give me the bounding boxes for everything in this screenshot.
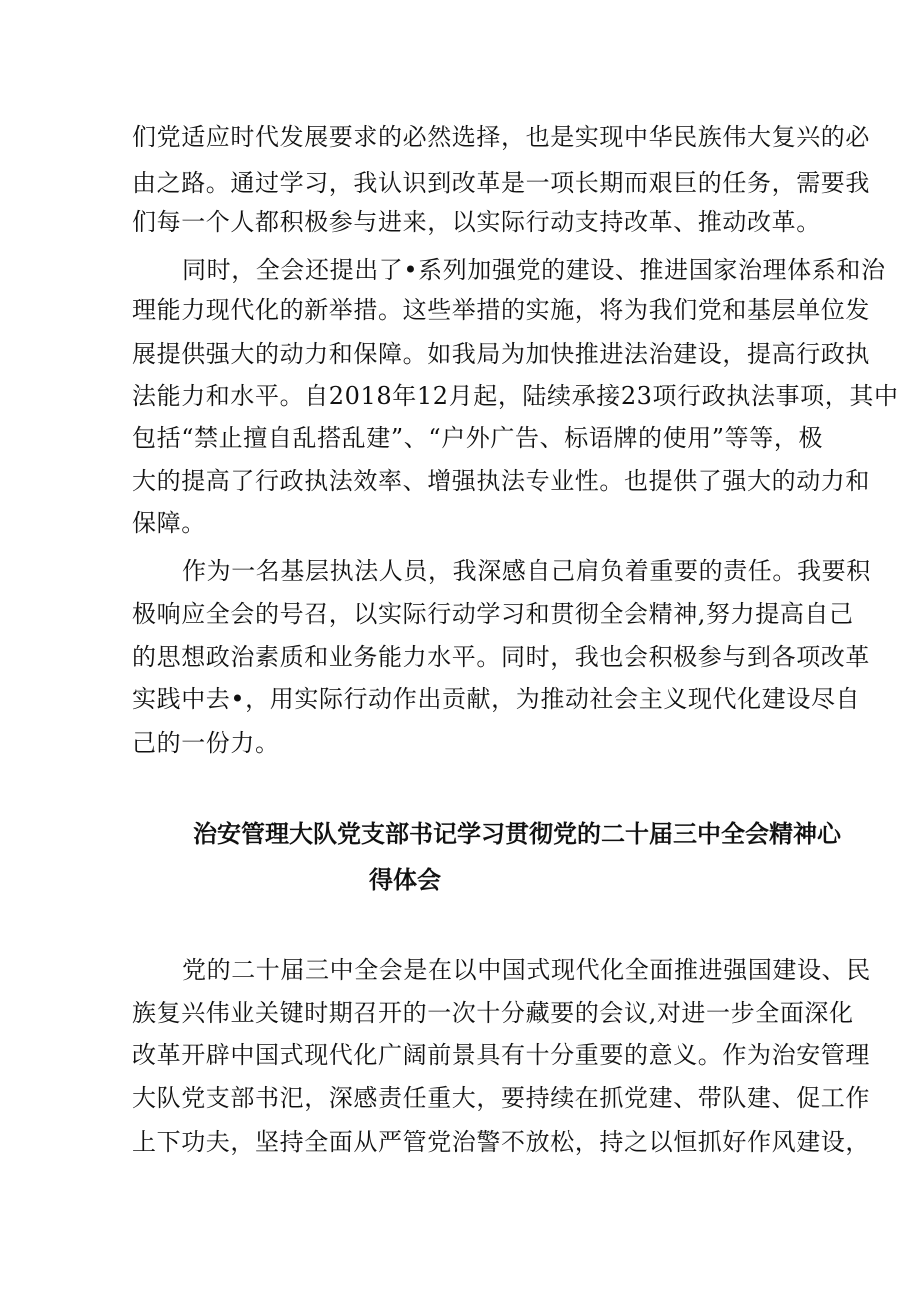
paragraph-1-line-2: 由之路。通过学习，我认识到改革是一项长期而艰巨的任务，需要我 [132, 169, 870, 197]
paragraph-1-line-3: 们每一个人都积极参与进来，以实际行动支持改革、推动改革。 [132, 208, 821, 236]
paragraph-2-line-5: 包括“禁止擅自乱搭乱建”、“户外广告、标语牌的使用”等等，极 [132, 424, 824, 452]
paragraph-4-line-5: 上下功夫，坚持全面从严管党治警不放松，持之以恒抓好作风建设， [132, 1128, 870, 1156]
paragraph-4-line-3: 改革开辟中国式现代化广阔前景具有十分重要的意义。作为治安管理 [132, 1041, 870, 1069]
paragraph-4-line-1: 党的二十届三中全会是在以中国式现代化全面推进强国建设、民 [182, 956, 871, 984]
paragraph-3-line-2: 极响应全会的号召，以实际行动学习和贯彻全会精神,努力提高自己 [132, 600, 854, 628]
paragraph-2-line-2: 理能力现代化的新举措。这些举措的实施，将为我们党和基层单位发 [132, 296, 870, 324]
paragraph-3-line-5: 己的一份力。 [132, 729, 280, 757]
paragraph-4-line-2: 族复兴伟业关键时期召开的一次十分藏要的会议,对进一步全面深化 [132, 999, 854, 1027]
heading-line-1: 治安管理大队党支部书记学习贯彻党的二十届三中全会精神心 [193, 820, 841, 848]
paragraph-3-line-3: 的思想政治素质和业务能力水平。同时，我也会积极参与到各项改革 [132, 643, 870, 671]
paragraph-2-line-4: 法能力和水平。自2018年12月起，陆续承接23项行政执法事项，其中 [132, 382, 899, 410]
paragraph-2-line-6: 大的提高了行政执法效率、增强执法专业性。也提供了强大的动力和 [132, 467, 870, 495]
paragraph-2-line-7: 保障。 [132, 509, 206, 537]
paragraph-3-line-4: 实践中去•，用实际行动作出贡献，为推动社会主义现代化建设尽自 [132, 685, 861, 713]
heading-line-2: 得体会 [369, 866, 441, 894]
paragraph-2-line-3: 展提供强大的动力和保障。如我局为加快推进法治建设，提高行政执 [132, 340, 870, 368]
paragraph-3-line-1: 作为一名基层执法人员，我深感自己肩负着重要的责任。我要积 [182, 557, 871, 585]
paragraph-1-line-1: 们党适应时代发展要求的必然选择，也是实现中华民族伟大复兴的必 [132, 123, 870, 151]
paragraph-2-line-1: 同时，全会还提出了•系列加强党的建设、推进国家治理体系和治 [182, 256, 886, 284]
paragraph-4-line-4: 大队党支部书汜，深感责任重大，要持续在抓党建、带队建、促工作 [132, 1084, 870, 1112]
